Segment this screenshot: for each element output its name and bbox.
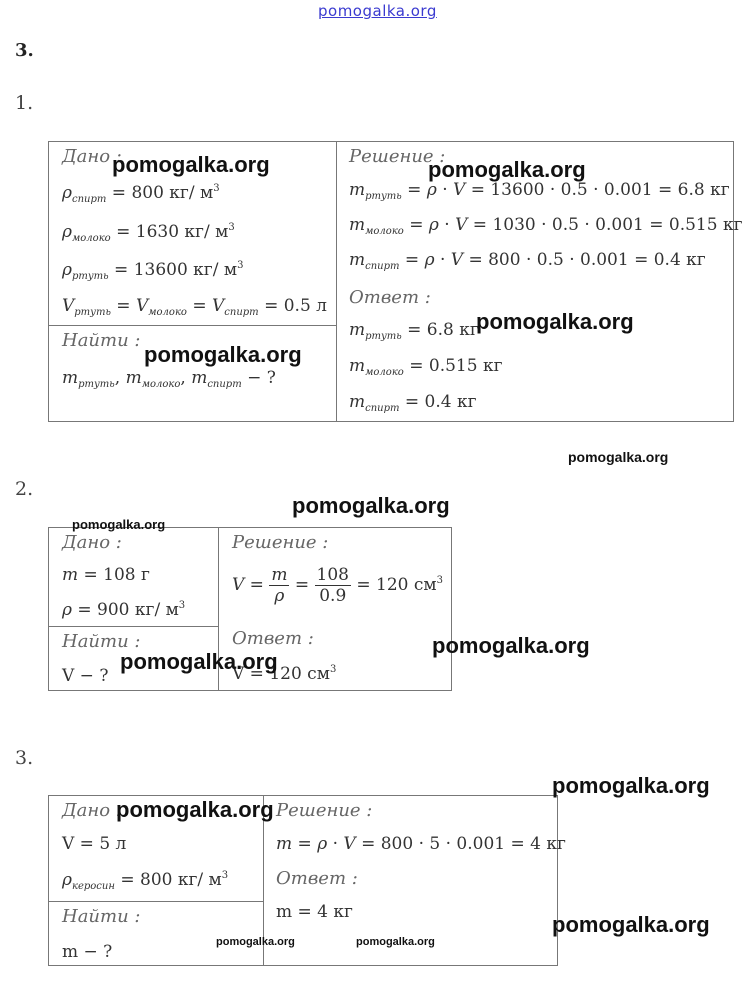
watermark: pomogalka.org xyxy=(356,936,435,948)
section-number: 3. xyxy=(15,40,34,61)
p2-mass: m = 108 г xyxy=(62,565,150,585)
p1-find: $m_{ртуть}$, $m_{молоко}$, $m_{спирт}$ − ? xyxy=(62,368,276,390)
p2-find: V − ? xyxy=(62,666,109,686)
problem-2-number: 2. xyxy=(15,478,34,500)
p2-answer: V = 120 $см^3$ xyxy=(232,664,337,684)
watermark: pomogalka.org xyxy=(112,152,270,177)
p1-volume: $V_{ртуть} = V_{молоко} = V_{спирт} = 0.5$ л xyxy=(62,296,327,318)
p1-m-moloko: $m_{молоко} = \rho \cdot V = 1030 \cdot 0.5 \cdot 0.001 = 0.515$ кг xyxy=(349,215,743,237)
watermark: pomogalka.org xyxy=(120,649,278,674)
p3-given-label: Дано : xyxy=(62,800,122,821)
p1-m-spirt: $m_{спирт} = \rho \cdot V = 800 \cdot 0.5 \cdot 0.001 = 0.4$ кг xyxy=(349,250,706,272)
p3-find: m − ? xyxy=(62,942,113,962)
p2-density: ρ = 900 кг/ $м^3$ xyxy=(62,600,186,620)
p1-ans-moloko: $m_{молоко} = 0.515$ кг xyxy=(349,356,503,378)
p1-m-rtut: $m_{ртуть} = \rho \cdot V = 13600 \cdot 0.5 \cdot 0.001 = 6.8$ кг xyxy=(349,180,730,202)
p1-answer-label: Ответ : xyxy=(349,287,431,308)
p2-answer-label: Ответ : xyxy=(232,628,314,649)
p1-find-label: Найти : xyxy=(62,330,141,351)
p1-ans-spirt: $m_{спирт} = 0.4$ кг xyxy=(349,392,477,414)
watermark: pomogalka.org xyxy=(552,773,710,798)
p1-rho-spirt: $\rho_{спирт} = 800$ кг/ $м^3$ xyxy=(62,183,220,205)
problem-3-number: 3. xyxy=(15,747,34,769)
p2-given-label: Дано : xyxy=(62,532,122,553)
p2-formula: V = $\frac{m}{\rho}$ = $\frac{108}{0.9}$ = 120 $см^3$ xyxy=(232,565,444,606)
watermark: pomogalka.org xyxy=(552,912,710,937)
watermark: pomogalka.org xyxy=(216,936,295,948)
p1-rho-moloko: $\rho_{молоко} = 1630$ кг/ $м^3$ xyxy=(62,222,235,244)
p3-solution-label: Решение : xyxy=(276,800,373,821)
watermark: pomogalka.org xyxy=(116,797,274,822)
problem-1-number: 1. xyxy=(15,92,34,114)
watermark: pomogalka.org xyxy=(72,517,166,532)
p3-volume: V = 5 л xyxy=(62,834,127,854)
p3-answer: m = 4 кг xyxy=(276,902,353,922)
p3-density: $\rho_{керосин} = 800$ кг/ $м^3$ xyxy=(62,870,229,892)
p2-solution-label: Решение : xyxy=(232,532,329,553)
watermark: pomogalka.org xyxy=(292,493,450,518)
site-link[interactable]: pomogalka.org xyxy=(318,2,437,20)
watermark: pomogalka.org xyxy=(568,449,669,465)
watermark: pomogalka.org xyxy=(432,633,590,658)
watermark: pomogalka.org xyxy=(428,157,586,182)
watermark: pomogalka.org xyxy=(144,342,302,367)
p3-find-label: Найти : xyxy=(62,906,141,927)
p1-rho-rtut: $\rho_{ртуть} = 13600$ кг/ $м^3$ xyxy=(62,260,244,282)
watermark: pomogalka.org xyxy=(476,309,634,334)
p3-answer-label: Ответ : xyxy=(276,868,358,889)
p1-solution-label: Решение : xyxy=(349,146,446,167)
p1-ans-rtut: $m_{ртуть} = 6.8$ кг xyxy=(349,320,479,342)
p3-calc: m = ρ · V = 800 · 5 · 0.001 = 4 кг xyxy=(276,834,566,854)
p2-find-label: Найти : xyxy=(62,631,141,652)
p1-given-label: Дано : xyxy=(62,146,122,167)
